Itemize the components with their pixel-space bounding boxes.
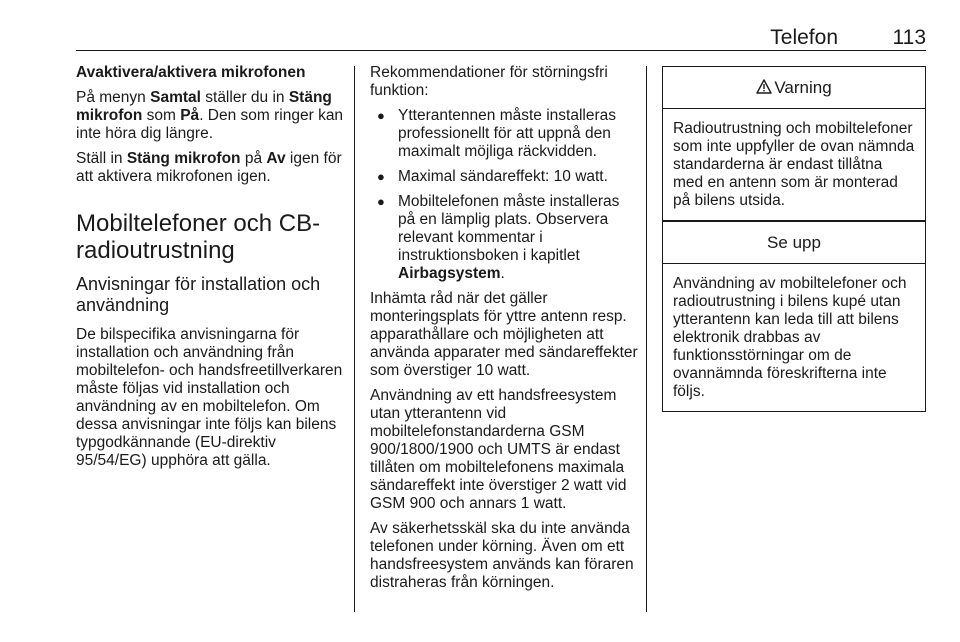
column-left — [76, 64, 344, 477]
column-divider-2 — [646, 66, 647, 612]
caution-box — [662, 221, 926, 412]
text-run: Maximal sändareffekt: 10 watt. — [398, 168, 608, 185]
header-rule — [76, 50, 926, 51]
section-title: Mobiltelefoner och CB-radioutrustning — [76, 210, 321, 264]
text-run: som — [142, 107, 181, 124]
text-run: ställer du in — [200, 89, 289, 106]
mic-paragraph-2 — [76, 150, 344, 186]
header-title: Telefon — [770, 26, 838, 49]
warning-title: Varning — [774, 78, 832, 97]
text-run: . — [500, 265, 505, 282]
installation-paragraph: De bilspecifika anvisningarna för installation och användning från mobiltelefon- och handsfreetillverkaren måste följas vid installation och användning av en mobiltelefon. Om dessa anvisningar inte följs kan bilens typgodkännande (EU-direktiv 95/54/EG) upphöra att gälla. — [76, 326, 343, 469]
recommendations-list — [370, 107, 638, 283]
text-run: På menyn — [76, 89, 151, 106]
warning-text: Radioutrustning och mobiltelefoner som inte uppfyller de ovan nämnda standarderna är endast tillåtna med en antenn som är monterad på bilens utsida. — [673, 120, 915, 209]
column-middle — [370, 64, 638, 599]
antenna-paragraph: Inhämta råd när det gäller monteringsplats för yttre antenn resp. apparathållare och möjligheten att använda apparater med sändareffekter som överstiger 10 watt. — [370, 290, 638, 379]
mic-heading: Avaktivera/aktivera mikrofonen — [76, 64, 306, 81]
text-run: . Den som ringer kan inte höra dig längre. — [76, 107, 344, 142]
caution-title: Se upp — [663, 222, 925, 264]
text-run: på — [240, 150, 267, 167]
bold-term: Stäng mikrofon — [126, 150, 241, 167]
recommendations-intro: Rekommendationer för störningsfri funktion: — [370, 64, 608, 99]
bold-term: Stäng mikrofon — [76, 89, 332, 124]
page-number: 113 — [892, 26, 926, 49]
text-run: Ställ in — [76, 150, 127, 167]
page-header — [76, 26, 926, 50]
text-run: Ytterantennen måste installeras professionellt för att uppnå den maximalt möjliga räckvidden. — [398, 107, 616, 160]
warning-box — [662, 66, 926, 221]
text-run: Mobiltelefonen måste installeras på en lämplig plats. Observera relevant kommentar i instruktionsboken i kapitlet — [398, 193, 620, 264]
safety-paragraph: Av säkerhetsskäl ska du inte använda telefonen under körning. Även om ett handsfreesystem används kan föraren distraheras från körningen. — [370, 520, 634, 591]
bold-term: Airbagsystem — [398, 265, 501, 282]
list-item — [370, 107, 638, 161]
warning-header — [663, 67, 925, 109]
subsection-title: Anvisningar för installation och användning — [76, 274, 321, 315]
mic-paragraph-1 — [76, 89, 344, 143]
handsfree-paragraph: Användning av ett handsfreesystem utan ytterantenn vid mobiltelefonstandarderna GSM 900/1800/1900 och UMTS är endast tillåten om mobiltelefonens maximala sändareffekt inte överstiger 2 watt vid GSM 900 och annars 1 watt. — [370, 387, 627, 512]
text-run: igen för att aktivera mikrofonen igen. — [76, 150, 342, 185]
bold-term: På — [180, 107, 200, 124]
bold-term: Samtal — [150, 89, 201, 106]
column-divider-1 — [354, 66, 355, 612]
bold-term: Av — [266, 150, 286, 167]
list-item — [370, 168, 638, 186]
warning-triangle-icon — [756, 79, 772, 94]
list-item — [370, 193, 638, 283]
caution-text: Användning av mobiltelefoner och radioutrustning i bilens kupé utan ytterantenn kan leda till att bilens elektronik drabbas av funktionsstörningar om de ovannämnda föreskrifterna inte följs. — [673, 275, 907, 400]
